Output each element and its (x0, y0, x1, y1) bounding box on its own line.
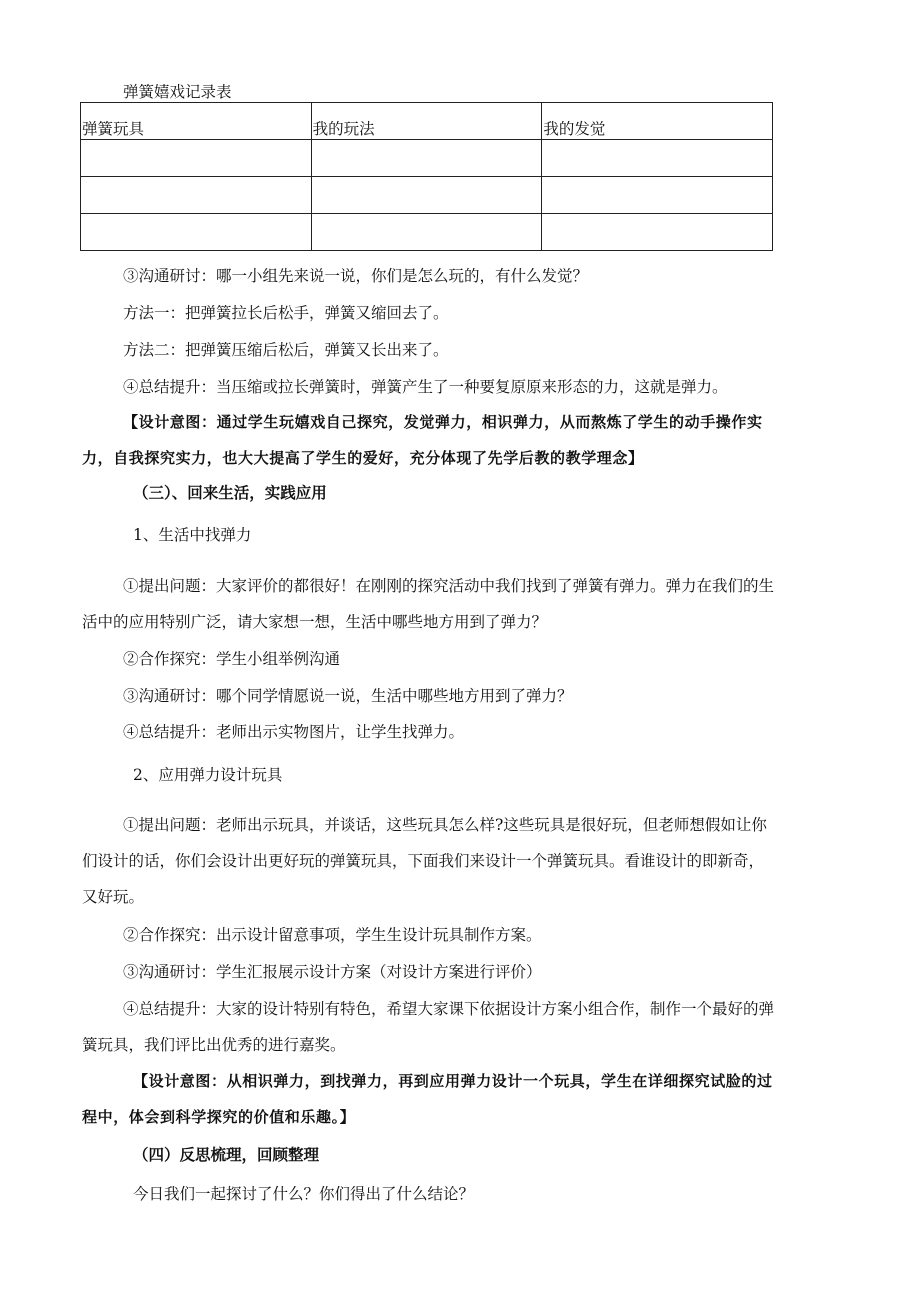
table-row (81, 140, 773, 177)
header-cell: 弹簧玩具 (81, 103, 312, 140)
table-cell (542, 140, 773, 177)
table-header-row (81, 103, 773, 140)
paragraph: 又好玩。 (82, 888, 145, 906)
table-cell (311, 140, 542, 177)
design-intent: 【设计意图：通过学生玩嬉戏自己探究，发觉弹力，相识弹力，从而熬炼了学生的动手操作实 (123, 413, 763, 431)
paragraph: 活中的应用特别广泛，请大家想一想，生活中哪些地方用到了弹力？ (82, 613, 548, 631)
table-cell (542, 177, 773, 214)
design-intent: 【设计意图：从相识弹力，到找弹力，再到应用弹力设计一个玩具，学生在详细探究试脸的过 (133, 1072, 773, 1090)
subheading: 1、生活中找弹力 (133, 526, 252, 544)
table-caption: 弹簧嬉戏记录表 (123, 83, 232, 101)
paragraph: ③沟通研讨：学生汇报展示设计方案（对设计方案进行评价） (123, 963, 542, 981)
paragraph: 方法二：把弹簧压缩后松后，弹簧又长出来了。 (123, 341, 449, 359)
design-intent: 力，自我探究实力，也大大提高了学生的爱好，充分体现了先学后教的教学理念】 (82, 449, 644, 467)
header-cell: 我的玩法 (311, 103, 542, 140)
table-cell (81, 177, 312, 214)
paragraph: ③沟通研讨：哪一小组先来说一说，你们是怎么玩的，有什么发觉？ (123, 267, 589, 285)
paragraph: ③沟通研讨：哪个同学情愿说一说，生活中哪些地方用到了弹力？ (123, 687, 573, 705)
section-heading: （三）、回来生活，实践应用 (133, 483, 327, 502)
subheading: 2、应用弹力设计玩具 (133, 766, 283, 784)
table-cell (81, 140, 312, 177)
section-heading: （四）反思梳理，回顾整理 (133, 1145, 320, 1164)
table-cell (311, 214, 542, 251)
paragraph: ④总结提升：大家的设计特别有特色，希望大家课下依据设计方案小组合作，制作一个最好的弹 (123, 1000, 775, 1018)
table-row (81, 214, 773, 251)
paragraph: 们设计的话，你们会设计出更好玩的弹簧玩具，下面我们来设计一个弹簧玩具。看谁设计的即新奇， (82, 852, 765, 870)
paragraph: 方法一：把弹簧拉长后松手，弹簧又缩回去了。 (123, 304, 449, 322)
paragraph: ④总结提升：当压缩或拉长弹簧时，弹簧产生了一种要复原原来形态的力，这就是弹力。 (123, 378, 728, 396)
table-cell (542, 214, 773, 251)
paragraph: 今日我们一起探讨了什么？你们得出了什么结论？ (133, 1185, 475, 1203)
paragraph: ①提出问题：老师出示玩具，并谈话，这些玩具怎么样?这些玩具是很好玩，但老师想假如让你 (123, 816, 767, 834)
table-row (81, 177, 773, 214)
paragraph: ②合作探究：学生小组举例沟通 (123, 650, 341, 668)
design-intent: 程中，体会到科学探究的价值和乐趣。】 (82, 1108, 356, 1126)
spring-game-record-table (80, 102, 773, 251)
paragraph: ④总结提升：老师出示实物图片，让学生找弹力。 (123, 723, 465, 741)
table-cell (311, 177, 542, 214)
paragraph: 簧玩具，我们评比出优秀的进行嘉奖。 (82, 1036, 346, 1054)
header-cell: 我的发觉 (542, 103, 773, 140)
table-cell (81, 214, 312, 251)
paragraph: ②合作探究：出示设计留意事项，学生生设计玩具制作方案。 (123, 926, 542, 944)
paragraph: ①提出问题：大家评价的都很好！在刚刚的探究活动中我们找到了弹簧有弹力。弹力在我们的生 (123, 577, 775, 595)
